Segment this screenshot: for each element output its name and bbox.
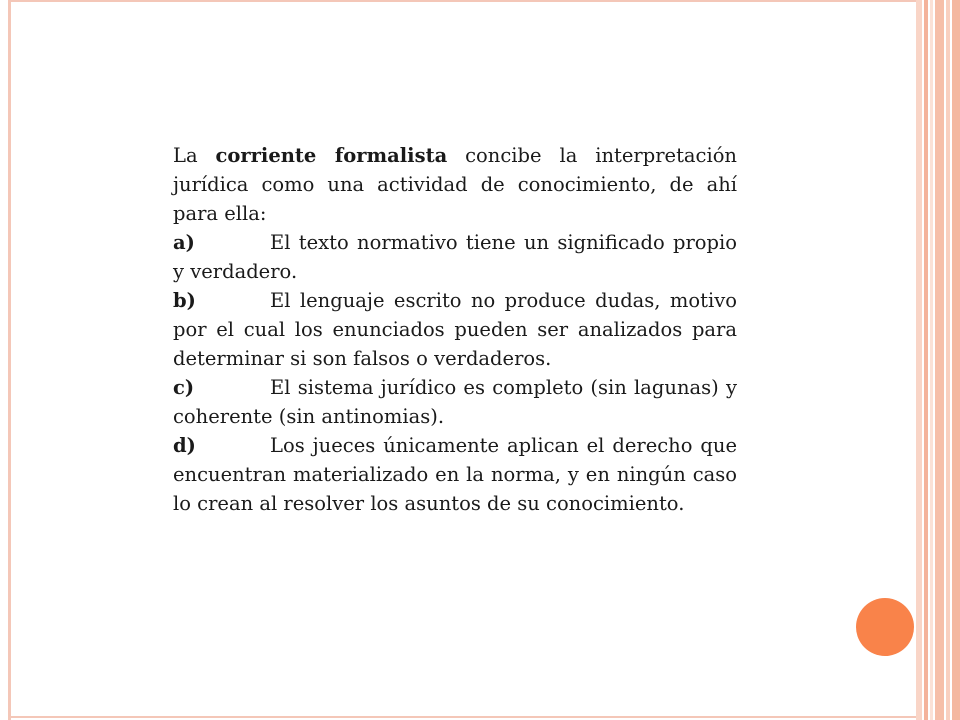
intro-prefix: La bbox=[173, 144, 198, 167]
decorative-stripe bbox=[946, 0, 950, 720]
item-text: Los jueces únicamente aplican el derecho que encuentran materializado en la norma, y en ningún caso lo crean al resolver los asuntos de su conocimiento. bbox=[173, 434, 737, 515]
decorative-stripe bbox=[916, 0, 922, 720]
item-label: a) bbox=[173, 231, 195, 254]
decorative-stripe bbox=[952, 0, 960, 720]
item-text: El lenguaje escrito no produce dudas, motivo por el cual los enunciados pueden ser analizados para determinar si son falsos o verdaderos. bbox=[173, 289, 737, 370]
decorative-stripe bbox=[930, 0, 933, 720]
frame-border-bottom bbox=[8, 716, 918, 718]
intro-term: corriente formalista bbox=[215, 144, 448, 167]
decorative-stripe bbox=[924, 0, 928, 720]
frame-border-top bbox=[8, 0, 918, 2]
item-text: El sistema jurídico es completo (sin lagunas) y coherente (sin antinomias). bbox=[173, 376, 737, 428]
frame-border-left bbox=[8, 0, 11, 720]
list-item-b bbox=[173, 286, 737, 373]
slide-body bbox=[173, 141, 737, 518]
decorative-circle bbox=[856, 598, 914, 656]
list-item-c bbox=[173, 373, 737, 431]
item-label: c) bbox=[173, 376, 195, 399]
decorative-stripe bbox=[935, 0, 944, 720]
item-label: b) bbox=[173, 289, 196, 312]
list-item-a bbox=[173, 228, 737, 286]
item-text: El texto normativo tiene un significado propio y verdadero. bbox=[173, 231, 737, 283]
item-label: d) bbox=[173, 434, 196, 457]
intro-paragraph bbox=[173, 141, 737, 228]
intro-suffix: concibe la interpretación jurídica como una actividad de conocimiento, de ahí para ella: bbox=[173, 144, 737, 225]
list-item-d bbox=[173, 431, 737, 518]
